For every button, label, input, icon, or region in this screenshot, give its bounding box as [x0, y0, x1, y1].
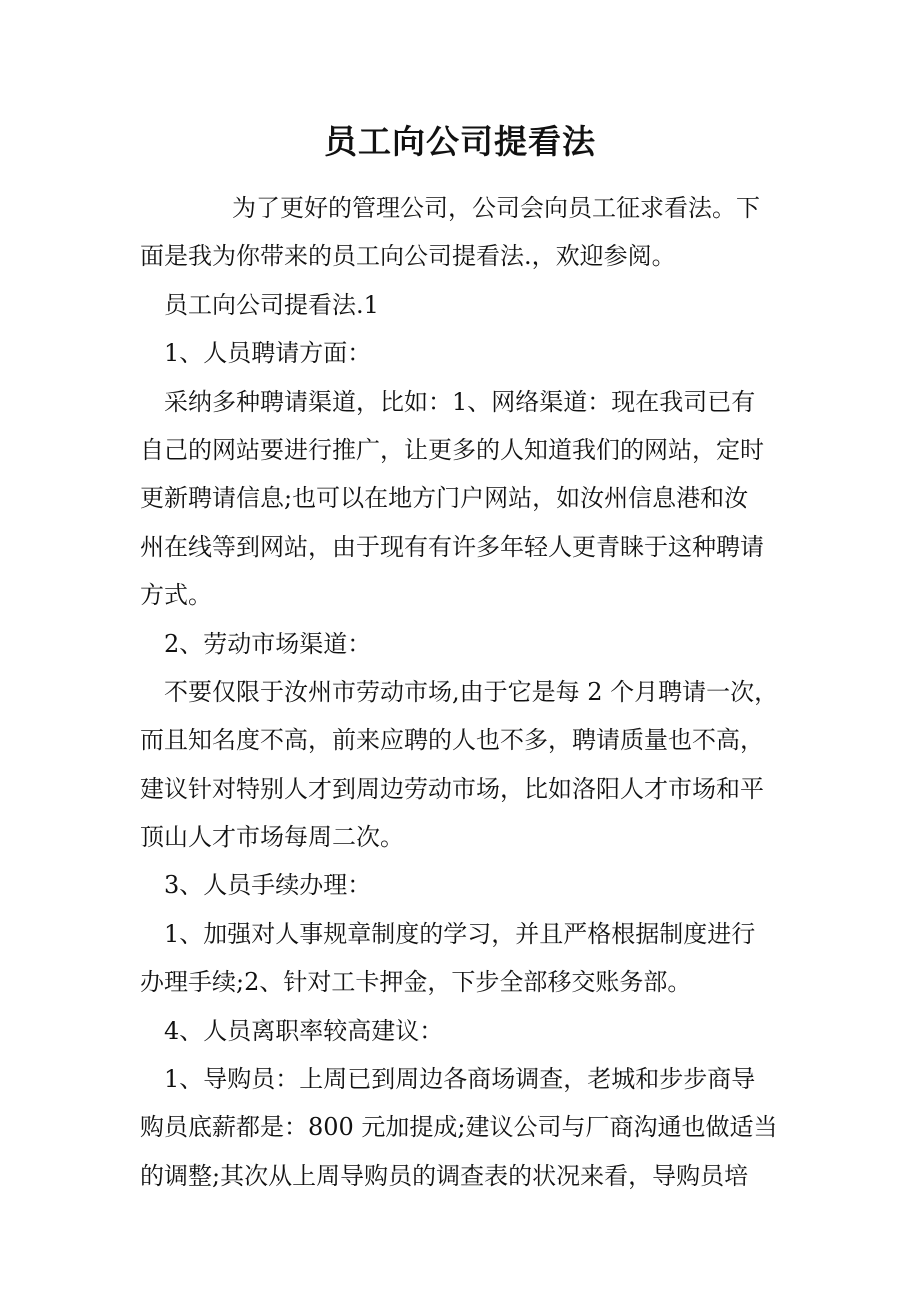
- paragraph-line: 面是我为你带来的员工向公司提看法.，欢迎参阅。: [140, 242, 676, 271]
- paragraph-line: 为了更好的管理公司，公司会向员工征求看法。下: [232, 194, 760, 222]
- paragraph-line: 的调整;其次从上周导购员的调查表的状况来看，导购员培: [140, 1161, 749, 1190]
- paragraph-line: 不要仅限于汝州市劳动市场,由于它是每 2 个月聘请一次，: [164, 677, 779, 706]
- paragraph-line: 而且知名度不高，前来应聘的人也不多，聘请质量也不高，: [140, 726, 764, 755]
- paragraph-line: 州在线等到网站，由于现有有许多年轻人更青睐于这种聘请: [140, 532, 764, 561]
- paragraph-line: 自己的网站要进行推广，让更多的人知道我们的网站，定时: [140, 435, 764, 464]
- paragraph-line: 更新聘请信息;也可以在地方门户网站，如汝州信息港和汝: [140, 484, 749, 513]
- paragraph-line: 采纳多种聘请渠道，比如：1、网络渠道：现在我司已有: [164, 387, 756, 416]
- paragraph-line: 1、加强对人事规章制度的学习，并且严格根据制度进行: [164, 919, 756, 948]
- section-heading: 4、人员离职率较高建议：: [164, 1016, 444, 1045]
- paragraph-line: 方式。: [140, 581, 212, 610]
- paragraph-line: 建议针对特别人才到周边劳动市场，比如洛阳人才市场和平: [140, 774, 764, 803]
- section-heading: 3、人员手续办理：: [164, 871, 372, 900]
- section-heading: 1、人员聘请方面：: [164, 339, 372, 368]
- document-title: 员工向公司提看法: [324, 122, 596, 161]
- document-body: [140, 184, 790, 1200]
- paragraph-line: 顶山人才市场每周二次。: [140, 823, 404, 852]
- paragraph-line: 1、导购员：上周已到周边各商场调查，老城和步步商导: [164, 1065, 756, 1094]
- paragraph-line: 购员底薪都是：800 元加提成;建议公司与厂商沟通也做适当: [140, 1113, 778, 1142]
- section-heading: 2、劳动市场渠道：: [164, 629, 372, 658]
- paragraph-line: 办理手续;2、针对工卡押金，下步全部移交账务部。: [140, 968, 692, 997]
- section-heading: 员工向公司提看法.1: [164, 290, 379, 319]
